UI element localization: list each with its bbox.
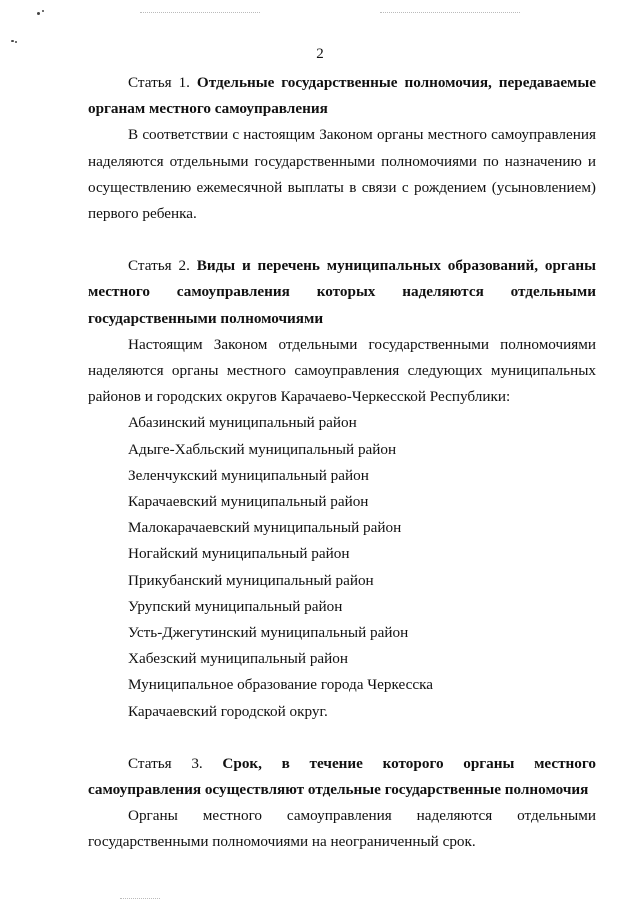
scan-speck [15, 41, 17, 43]
scan-dotted-line [120, 898, 160, 899]
scan-speck [11, 40, 14, 42]
article-3 [88, 751, 596, 856]
article-2 [88, 253, 596, 725]
scan-speck [37, 12, 40, 15]
article-1-text: В соответствии с настоящим Законом органы местного самоуправления наделяются отдельными государственными полномочиями по назначению и осуществлению ежемесячной выплаты в связи с рождением (усыновлением) первого ребенка. [88, 126, 596, 223]
municipality-item: Карачаевский муниципальный район [128, 493, 369, 511]
municipality-item: Муниципальное образование города Черкесска [128, 676, 434, 694]
municipality-item: Адыге-Хабльский муниципальный район [128, 440, 397, 458]
section-gap [88, 227, 596, 253]
municipality-item: Усть-Джегутинский муниципальный район [128, 624, 409, 642]
article-2-title: Виды и перечень муниципальных образований, органы местного самоуправления которых наделяются отдельными государственными полномочиями [88, 257, 596, 327]
article-3-title: Срок, в течение которого органы местного самоуправления осуществляют отдельные государственные полномочия [88, 754, 596, 799]
article-2-text: Настоящим Законом отдельными государственными полномочиями наделяются органы местного самоуправления следующих муниципальных районов и городских округов Карачаево-Черкесской Республики: [88, 335, 596, 406]
document-body [88, 70, 596, 856]
municipality-item: Прикубанский муниципальный район [128, 571, 374, 589]
article-1-heading [88, 70, 596, 122]
scan-dotted-line [380, 12, 520, 13]
municipality-item: Абазинский муниципальный район [128, 414, 357, 432]
scan-speck [42, 10, 44, 12]
municipality-item: Карачаевский городской округ. [128, 702, 328, 720]
article-1-title: Отдельные государственные полномочия, передаваемые органам местного самоуправления [88, 74, 596, 118]
municipality-item: Урупский муниципальный район [128, 597, 343, 615]
article-1-label: Статья 1. [128, 74, 190, 91]
municipality-item: Хабезский муниципальный район [128, 650, 348, 668]
article-2-heading [88, 253, 596, 332]
scan-dotted-line [140, 12, 260, 13]
section-gap [88, 725, 596, 751]
page-number: 2 [316, 46, 324, 62]
municipality-item: Малокарачаевский муниципальный район [128, 519, 402, 537]
municipality-item: Ногайский муниципальный район [128, 545, 350, 563]
article-1 [88, 70, 596, 227]
article-3-heading [88, 751, 596, 803]
municipality-item: Зеленчукский муниципальный район [128, 466, 369, 484]
municipality-list [88, 410, 596, 724]
article-3-label: Статья 3. [128, 754, 203, 772]
article-2-label: Статья 2. [128, 257, 190, 275]
article-3-text: Органы местного самоуправления наделяются отдельными государственными полномочиями на неограниченный срок. [88, 807, 596, 851]
